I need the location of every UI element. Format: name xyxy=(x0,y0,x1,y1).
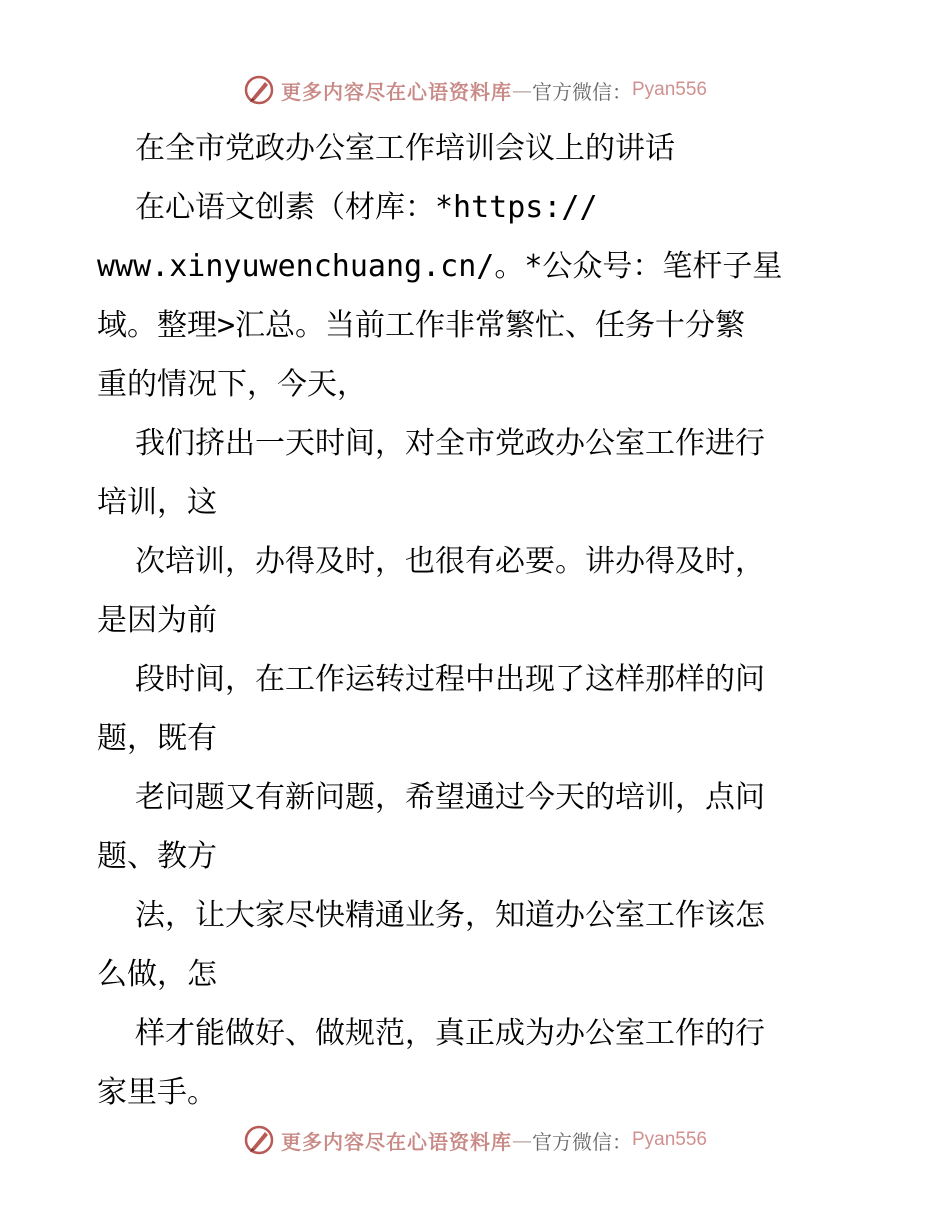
text-line: 重的情况下，今天， xyxy=(97,367,367,402)
text-line: 我们挤出一天时间，对全市党政办公室工作进行 xyxy=(135,426,765,461)
text-line: 题、教方 xyxy=(97,839,217,874)
banner-label: 官方微信： xyxy=(531,1129,632,1154)
text-line: 段时间，在工作运转过程中出现了这样那样的问 xyxy=(135,662,765,697)
text-line: www.xinyuwenchuang.cn/。*公众号：笔杆子星 xyxy=(97,249,783,284)
text-line: 题，既有 xyxy=(97,721,217,756)
banner-wechat-id: Pyan556 xyxy=(631,1129,707,1150)
quill-pen-logo-icon xyxy=(243,1124,275,1156)
quill-pen-logo-icon xyxy=(243,74,275,106)
text-line: 培训，这 xyxy=(97,485,217,520)
text-line: 在心语文创素（材库：*https:// xyxy=(135,190,598,225)
header-banner xyxy=(0,70,950,110)
text-line: 次培训，办得及时，也很有必要。讲办得及时， xyxy=(135,544,765,579)
banner-prefix: 更多内容尽在心语资料库 xyxy=(280,79,512,104)
text-line: 老问题又有新问题，希望通过今天的培训，点问 xyxy=(135,780,765,815)
banner-separator: — xyxy=(511,78,532,102)
banner-wechat-id: Pyan556 xyxy=(631,79,707,100)
banner-label: 官方微信： xyxy=(531,79,632,104)
document-body xyxy=(97,119,877,1122)
banner-prefix: 更多内容尽在心语资料库 xyxy=(280,1129,512,1154)
text-line: 样才能做好、做规范，真正成为办公室工作的行 xyxy=(135,1016,765,1051)
banner-separator: — xyxy=(511,1128,532,1152)
text-line: 法，让大家尽快精通业务，知道办公室工作该怎 xyxy=(135,898,765,933)
text-line: 么做，怎 xyxy=(97,957,217,992)
document-title: 在全市党政办公室工作培训会议上的讲话 xyxy=(135,131,675,166)
text-line: 家里手。 xyxy=(97,1075,217,1110)
footer-banner xyxy=(0,1120,950,1160)
text-line: 是因为前 xyxy=(97,603,217,638)
text-line: 域。整理>汇总。当前工作非常繁忙、任务十分繁 xyxy=(97,308,746,343)
